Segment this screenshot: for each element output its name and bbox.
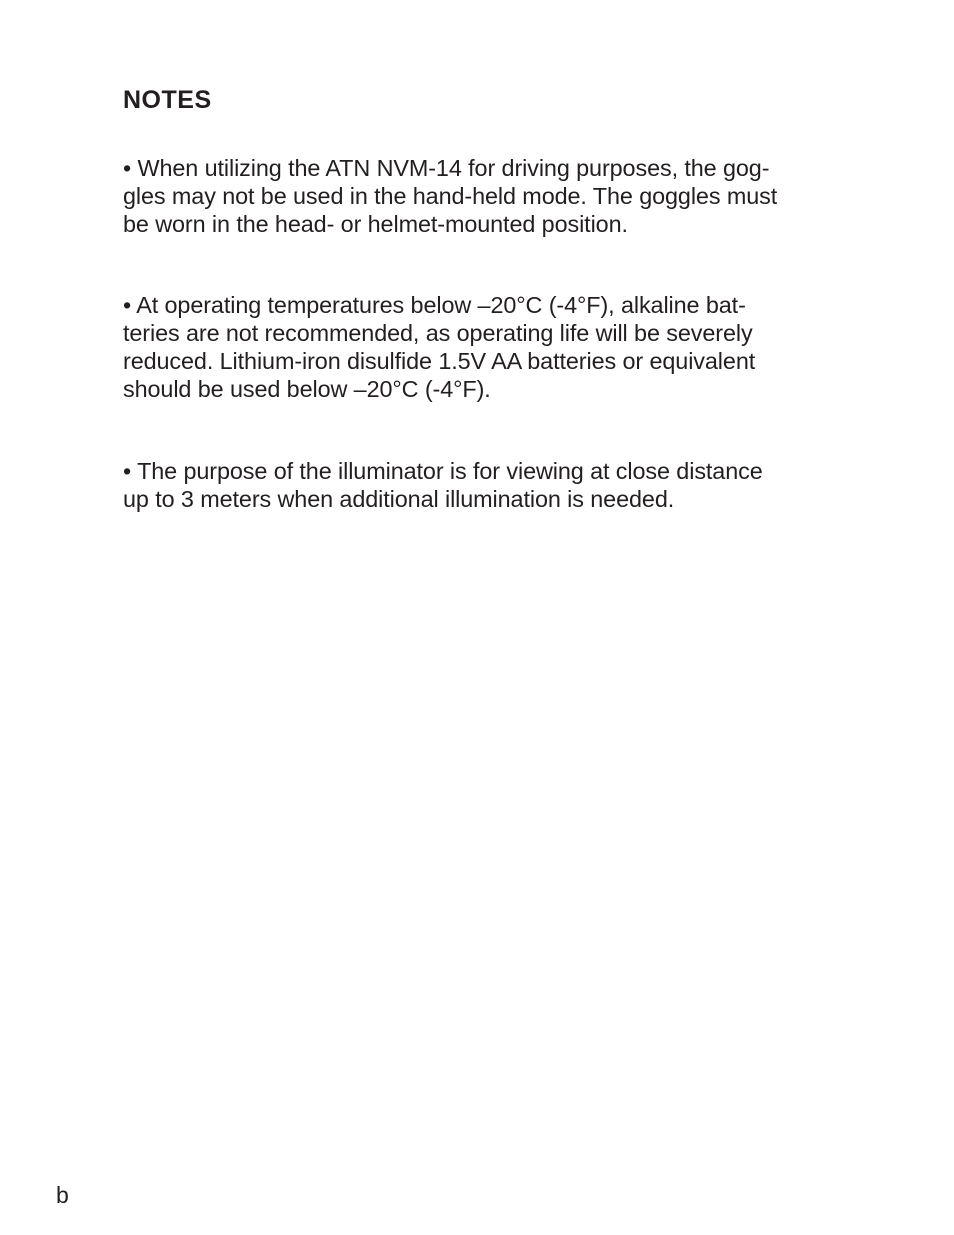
note-line: • The purpose of the illuminator is for viewing at close distance [123, 458, 763, 484]
note-line: • At operating temperatures below –20°C (-4°F), alkaline bat- [123, 292, 746, 318]
note-illuminator [123, 457, 831, 513]
note-line: be worn in the head- or helmet-mounted position. [123, 211, 628, 237]
page-label: b [56, 1182, 69, 1208]
note-driving [123, 154, 831, 238]
note-line: up to 3 meters when additional illumination is needed. [123, 486, 675, 512]
note-line: teries are not recommended, as operating life will be severely [123, 320, 753, 346]
note-line: gles may not be used in the hand-held mode. The goggles must [123, 183, 778, 209]
note-temperature [123, 291, 831, 403]
note-line: reduced. Lithium-iron disulfide 1.5V AA batteries or equivalent [123, 348, 756, 374]
page-heading: NOTES [123, 86, 212, 114]
note-line: • When utilizing the ATN NVM-14 for driving purposes, the gog- [123, 155, 770, 181]
note-line: should be used below –20°C (-4°F). [123, 376, 491, 402]
